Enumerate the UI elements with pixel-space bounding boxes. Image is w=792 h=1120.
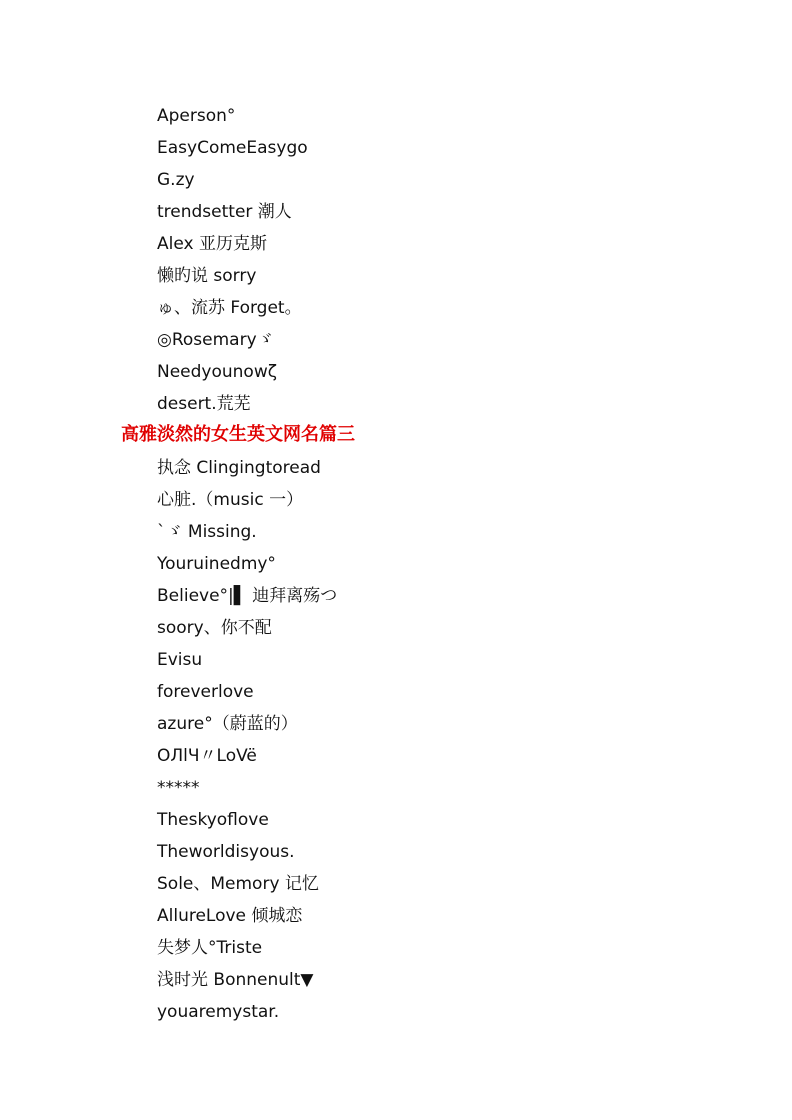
list-item: AllureLove 倾城恋 [157,906,303,926]
list-item: Alex 亚历克斯 [157,234,267,254]
list-item: EasyComeEasygo [157,138,308,158]
list-item: Sole、Memory 记忆 [157,874,319,894]
list-item: youaremystar. [157,1002,280,1022]
list-item: foreverlove [157,682,254,702]
list-item: `ゞ Missing. [157,522,257,542]
list-item: Theworldisyous. [157,842,295,862]
list-item: Believe°|▌ 迪拜离殇つ [157,586,338,606]
list-item: soory、你不配 [157,618,272,638]
list-item: ◎Rosemaryゞ [157,330,274,350]
list-item: azure°（蔚蓝的） [157,714,298,734]
list-item: Theskyoflove [157,810,269,830]
list-item: Needyounowζ [157,362,277,382]
list-item: Evisu [157,650,203,670]
list-item: Youruinedmy° [157,554,276,574]
list-item: 心脏.（music 一） [157,490,304,510]
list-item: desert.荒芜 [157,394,251,414]
list-item: ***** [157,778,200,798]
list-item: ゅ、流苏 Forget。 [157,298,302,318]
list-item: 失梦人°Triste [157,938,263,958]
list-item: trendsetter 潮人 [157,202,292,222]
list-item: ОЛlЧ〃LoVë [157,746,257,766]
list-item: 执念 Clingingtoread [157,458,321,478]
list-item: Aperson° [157,106,236,126]
section-heading: 高雅淡然的女生英文网名篇三 [121,424,355,445]
list-item: 懒旳说 sorry [157,266,257,286]
list-item: 浅时光 Bonnenult▼ [157,970,314,990]
list-item: G.zy [157,170,195,190]
